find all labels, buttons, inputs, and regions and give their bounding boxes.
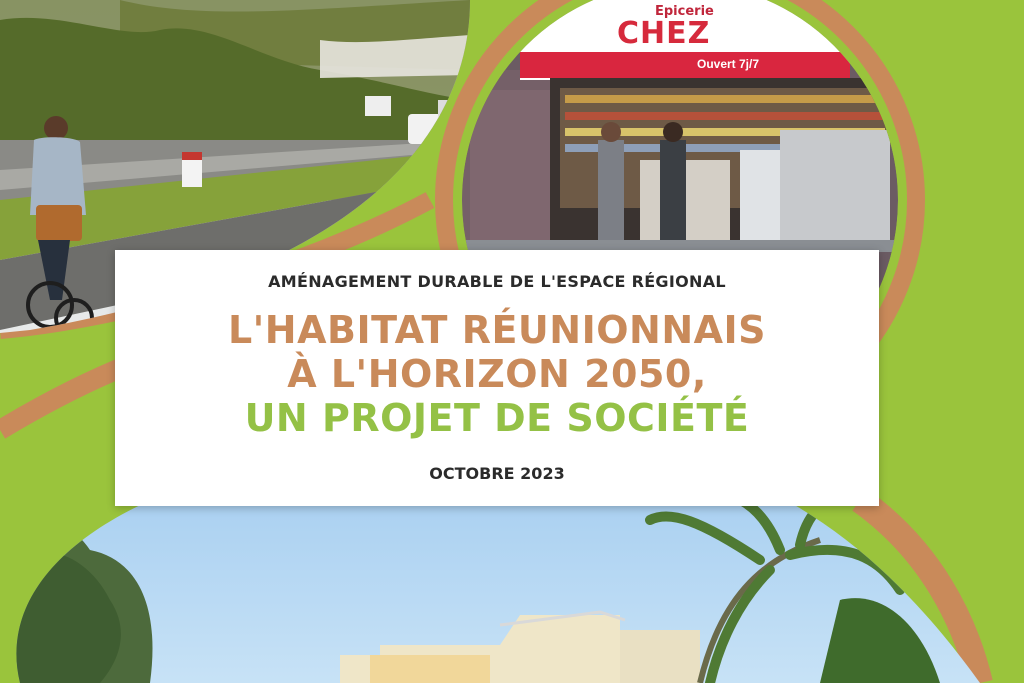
shop-sign-top-text: Epicerie: [655, 4, 714, 19]
report-kicker: AMÉNAGEMENT DURABLE DE L'ESPACE RÉGIONAL: [268, 272, 726, 291]
shop-sign-hours-text: Ouvert 7j/7: [697, 57, 760, 71]
shop-sign-main-text: CHEZ: [617, 16, 711, 51]
report-title-line-2: À L'HORIZON 2050,: [287, 352, 707, 396]
report-title-line-1: L'HABITAT RÉUNIONNAIS: [227, 308, 767, 352]
title-card: [115, 250, 879, 506]
report-title-line-3: UN PROJET DE SOCIÉTÉ: [244, 396, 750, 440]
shop-sign: [605, 2, 835, 72]
report-date: OCTOBRE 2023: [429, 464, 565, 483]
